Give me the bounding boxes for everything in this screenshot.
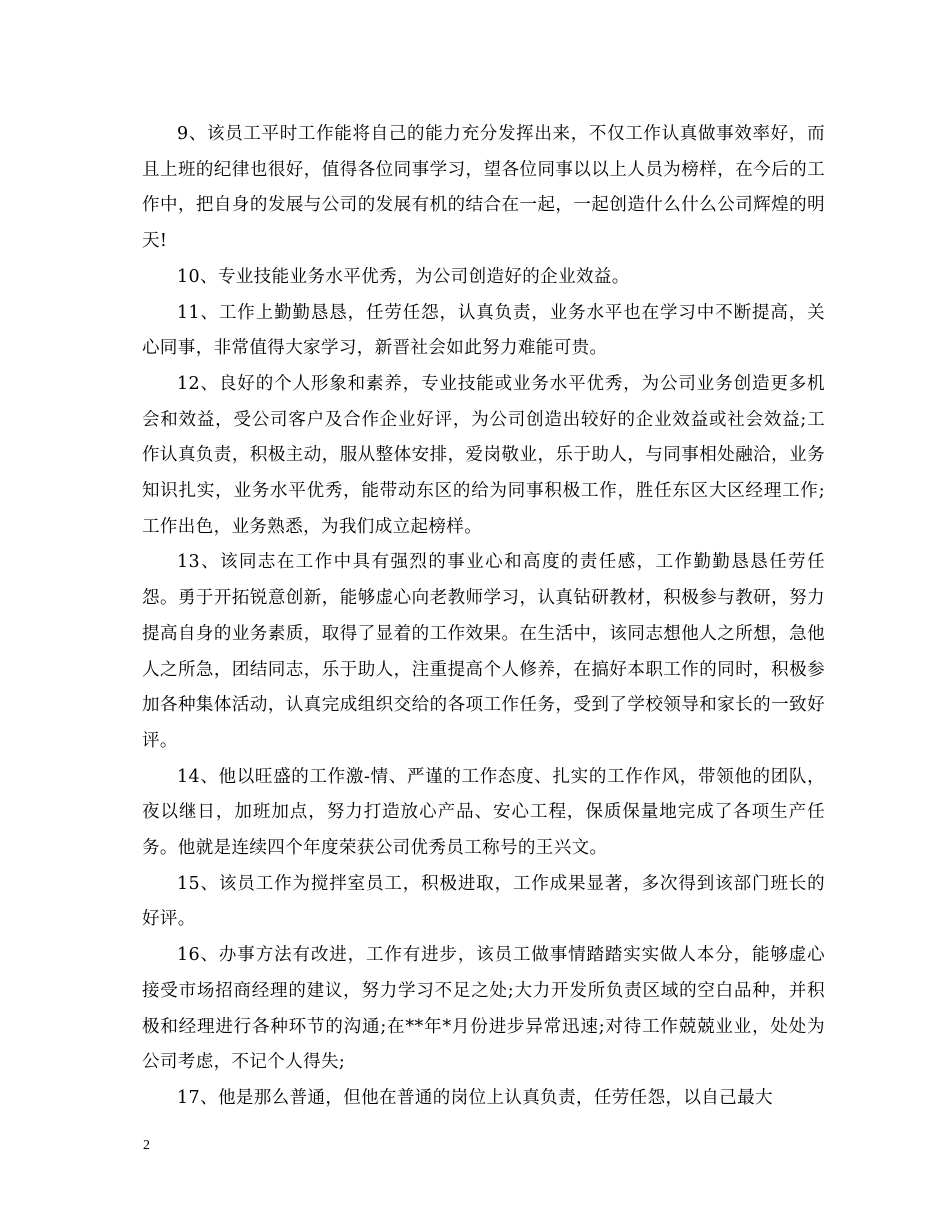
paragraph-15: 15、该员工作为搅拌室员工，积极进取，工作成果显著，多次得到该部门班长的好评。 [142, 873, 825, 930]
paragraph-11: 11、工作上勤勤恳恳，任劳任怨，认真负责，业务水平也在学习中不断提高，关心同事，非常值得大家学习，新晋社会如此努力难能可贵。 [142, 302, 825, 359]
page-number: 2 [143, 1138, 150, 1153]
document-body [142, 117, 825, 1117]
paragraph-14: 14、他以旺盛的工作激-情、严谨的工作态度、扎实的工作作风，带领他的团队，夜以继日，加班加点，努力打造放心产品、安心工程，保质保量地完成了各项生产任务。他就是连续四个年度荣获公司优秀员工称号的王兴文。 [142, 766, 825, 859]
paragraph-12: 12、良好的个人形象和素养，专业技能或业务水平优秀，为公司业务创造更多机会和效益，受公司客户及合作企业好评，为公司创造出较好的企业效益或社会效益;工作认真负责，积极主动，服从整体安排，爱岗敬业，乐于助人，与同事相处融洽，业务知识扎实，业务水平优秀，能带动东区的给为同事积极工作，胜任东区大区经理工作;工作出色，业务熟悉，为我们成立起榜样。 [142, 373, 825, 537]
paragraph-9: 9、该员工平时工作能将自己的能力充分发挥出来，不仅工作认真做事效率好，而且上班的纪律也很好，值得各位同事学习，望各位同事以以上人员为榜样，在今后的工作中，把自身的发展与公司的发展有机的结合在一起，一起创造什么什么公司辉煌的明天! [142, 124, 825, 252]
paragraph-13: 13、该同志在工作中具有强烈的事业心和高度的责任感，工作勤勤恳恳任劳任怨。勇于开拓锐意创新，能够虚心向老教师学习，认真钻研教材，积极参与教研，努力提高自身的业务素质，取得了显着的工作效果。在生活中，该同志想他人之所想，急他人之所急，团结同志，乐于助人，注重提高个人修养，在搞好本职工作的同时，积极参加各种集体活动，认真完成组织交给的各项工作任务，受到了学校领导和家长的一致好评。 [142, 552, 825, 751]
paragraph-10: 10、专业技能业务水平优秀，为公司创造好的企业效益。 [177, 266, 630, 287]
paragraph-16: 16、办事方法有改进，工作有进步，该员工做事情踏踏实实做人本分，能够虚心接受市场招商经理的建议，努力学习不足之处;大力开发所负责区域的空白品种，并积极和经理进行各种环节的沟通;在**年*月份进步异常迅速;对待工作兢兢业业，处处为公司考虑，不记个人得失; [142, 945, 825, 1073]
paragraph-17: 17、他是那么普通，但他在普通的岗位上认真负责，任劳任怨，以自己最大 [177, 1087, 773, 1108]
